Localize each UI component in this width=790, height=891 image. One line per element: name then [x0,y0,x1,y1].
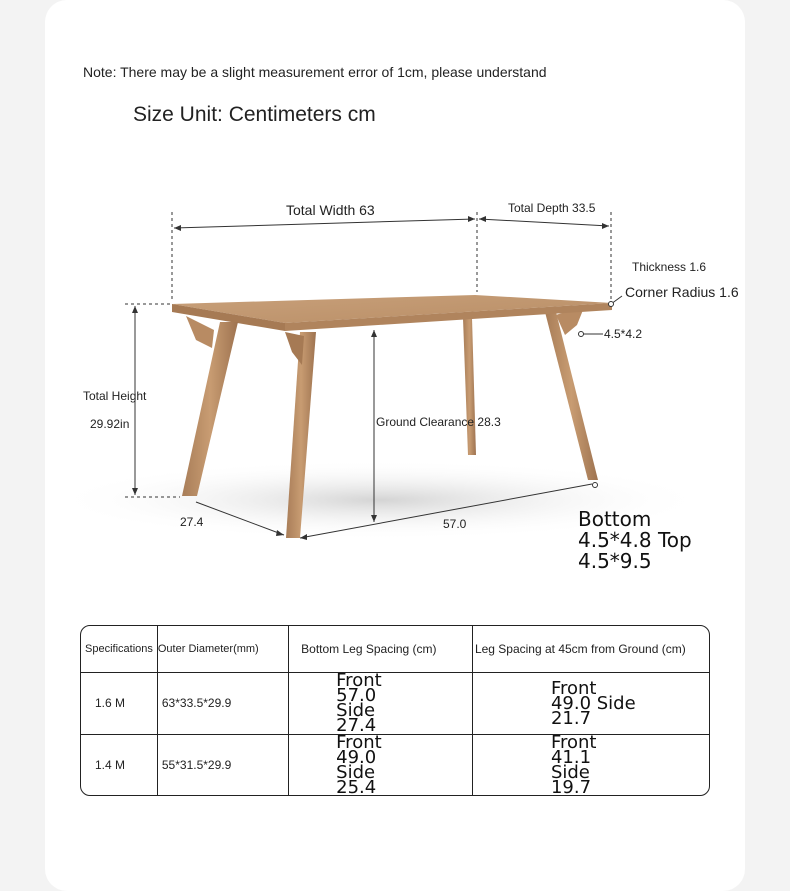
side-label: Side [336,761,376,783]
total-width-label: Total Width 63 [286,202,375,218]
header-bottom-leg-spacing: Bottom Leg Spacing (cm) [289,626,473,673]
side-value: 21.7 [550,707,592,729]
back-left-leg [463,318,476,455]
size-unit-heading: Size Unit: Centimeters cm [133,103,376,126]
leg-section-label: 4.5*4.2 [604,327,643,341]
spec-cell: 1.4 M [81,735,158,796]
outer-diameter-cell: 63*33.5*29.9 [158,673,289,735]
table-header-row [81,626,709,673]
bottom-depth-label: 27.4 [180,515,204,529]
front-right-brace [285,332,304,365]
front-label: Front [550,677,597,699]
side-value: 27.4 [336,715,377,735]
front-side-value: 49.0 Side [550,692,636,714]
front-value: 49.0 [336,746,377,768]
table-row [81,735,709,796]
side-label: Side [336,700,376,722]
header-outer-diameter: Outer Diameter(mm) [158,626,289,673]
header-leg-spacing-45: Leg Spacing at 45cm from Ground (cm) [473,626,709,673]
leg-size-annotation [578,509,692,572]
bottom-width-label: 57.0 [443,517,467,531]
front-left-brace [186,316,214,348]
front-value: 41.1 [550,746,592,768]
front-value: 57.0 [336,685,377,707]
specification-table [80,625,710,796]
spec-cell: 1.6 M [81,673,158,735]
front-label: Front [336,734,382,753]
bottom-label: Bottom [578,507,652,531]
header-specifications: Specifications [81,626,158,673]
side-value: 25.4 [336,776,377,795]
back-right-leg [545,312,598,480]
bottom-size: 4.5*4.8 Top [578,528,692,552]
top-size: 4.5*9.5 [578,549,652,573]
spacing-45-cell [473,673,709,735]
measurement-note: Note: There may be a slight measurement error of 1cm, please understand [83,64,547,80]
outer-diameter-cell: 55*31.5*29.9 [158,735,289,796]
front-label: Front [336,673,382,692]
ground-clearance-label: Ground Clearance 28.3 [376,415,501,429]
bottom-spacing-cell [289,673,473,735]
corner-radius-label: Corner Radius 1.6 [625,284,739,300]
thickness-label: Thickness 1.6 [632,260,707,274]
total-depth-label: Total Depth 33.5 [508,201,596,215]
total-height-value: 29.92in [90,417,130,431]
front-label: Front [550,734,597,753]
table-row [81,673,709,735]
side-value: 19.7 [550,776,592,795]
spacing-45-cell [473,735,709,796]
side-label: Side [550,761,590,783]
total-height-label: Total Height [83,389,147,403]
bottom-spacing-cell [289,735,473,796]
